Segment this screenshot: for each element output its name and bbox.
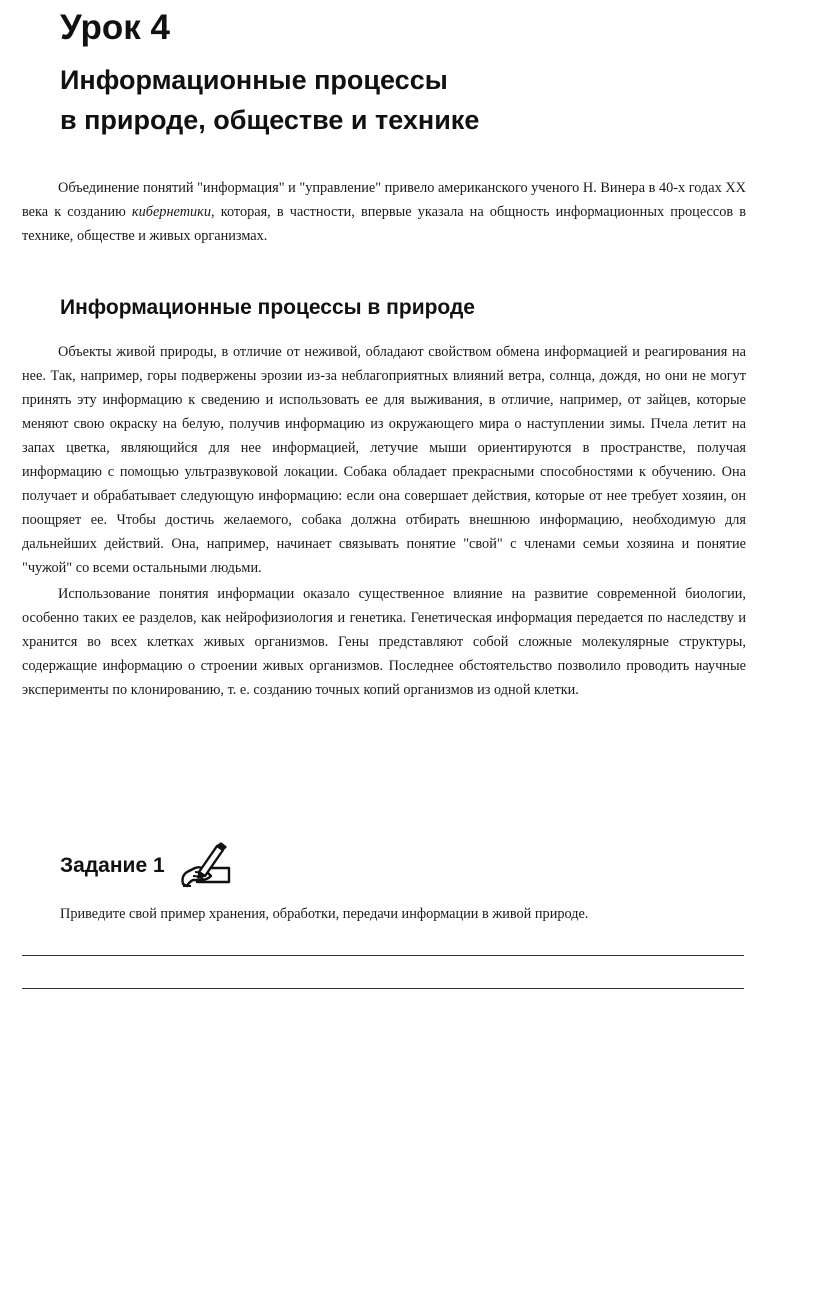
section-paragraph-1: Объекты живой природы, в отличие от неживой, обладают свойством обмена информацией и реагирования на нее. Так, например, горы подвержены эрозии из-за неблагоприятных влияний ветра, солнца, дождя, но они не могут принять эту информацию к сведению и использовать ее для выживания, в отличие, например, от зайцев, которые меняют свою окраску на белую, получив информацию из окружающего мира о наступлении зимы. Пчела летит на запах цветка, являющийся для нее информацией, летучие мыши ориентируются в пространстве, получая информацию с помощью ультразвуковой локации. Собака обладает прекрасными способностями к обучению. Она получает и обрабатывает следующую информацию: если она совершает действия, которые от нее требует хозяин, он поощряет ее. Чтобы достичь желаемого, собака должна отбирать внешнюю информацию, необходимую для дальнейших действий. Она, например, начинает связывать понятие "свой" с членами семьи хозяина и понятие "чужой" со всеми остальными людьми. [22, 344, 746, 576]
lesson-subtitle-line-1: Информационные процессы [60, 65, 448, 95]
intro-term: кибернетики [131, 204, 212, 220]
answer-line[interactable] [22, 955, 744, 956]
task-title: Задание 1 [60, 854, 165, 877]
intro-text-end: , которая, в частности, впервые указала на общность информационных процессов в технике, обществе и живых организмах. [22, 204, 746, 244]
answer-line[interactable] [22, 988, 744, 989]
section-heading: Информационные процессы в природе [60, 296, 475, 319]
pencil-writing-icon [177, 842, 235, 890]
lesson-title: Урок 4 [60, 8, 170, 47]
section-body [22, 340, 746, 702]
section-paragraph-2: Использование понятия информации оказало существенное влияние на развитие современной биологии, особенно таких ее разделов, как нейрофизиология и генетика. Генетическая информация передается по наследству и хранится во всех клетках живых организмов. Гены представляют собой сложные молекулярные структуры, содержащие информацию о строении живых организмов. Последнее обстоятельство позволило проводить научные эксперименты по клонированию, т. е. созданию точных копий организмов из одной клетки. [22, 586, 746, 698]
intro-text-start: Объединение понятий "информация" и "управление" привело американского ученого Н. Винера в 40-х годах XX века к созданию [22, 180, 746, 220]
task-heading [60, 838, 235, 894]
task-instruction: Приведите свой пример хранения, обработки, передачи информации в живой природе. [60, 906, 589, 922]
lesson-subtitle-line-2: в природе, обществе и технике [60, 105, 480, 135]
lesson-subtitle [60, 60, 479, 140]
intro-paragraph [22, 176, 746, 248]
